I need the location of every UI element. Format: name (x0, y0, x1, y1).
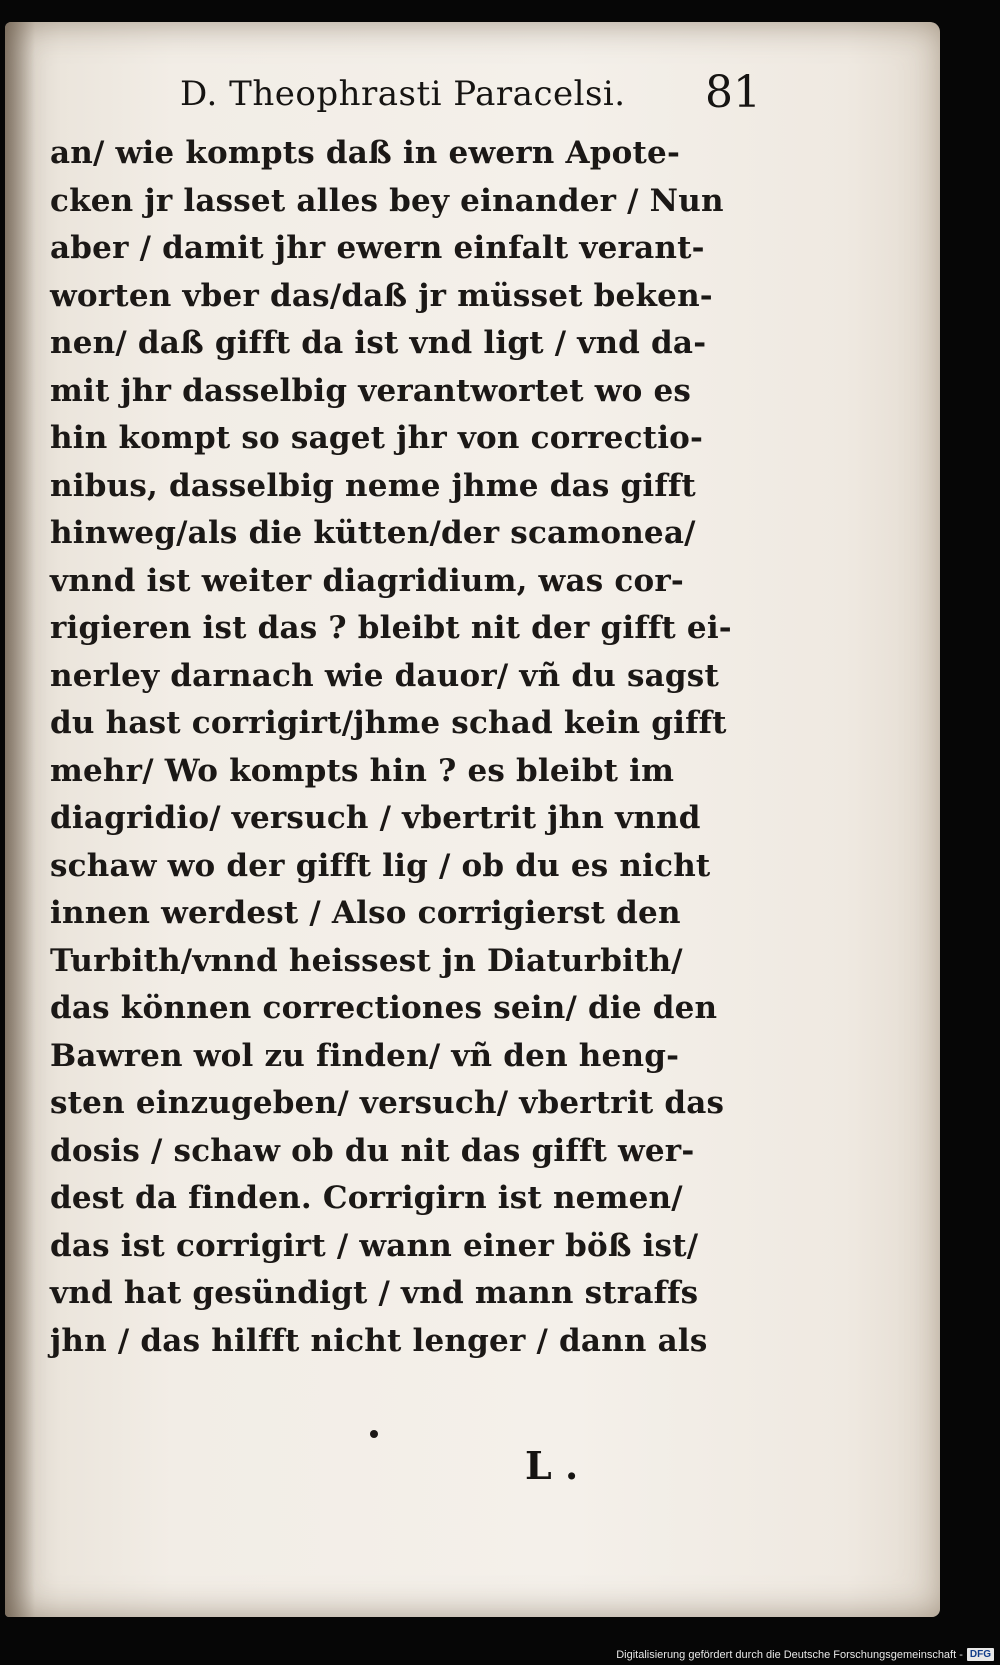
ink-dot (370, 1430, 378, 1438)
text-line: vnd hat gesündigt / vnd mann straffs (50, 1275, 699, 1311)
page-number: 81 (705, 67, 761, 118)
dfg-logo-icon: DFG (967, 1648, 994, 1661)
credit-text: Digitalisierung gefördert durch die Deutsche Forschungsgemeinschaft - (616, 1648, 963, 1661)
text-line: das können correctiones sein/ die den (50, 990, 718, 1026)
text-line: Bawren wol zu finden/ vñ den heng- (50, 1037, 680, 1074)
gutter-shadow (5, 22, 35, 1617)
text-line: worten vber das/daß jr müsset beken- (50, 277, 713, 314)
running-head: D. Theophrasti Paracelsi. (180, 74, 626, 114)
text-line: aber / damit jhr ewern einfalt verant- (50, 230, 705, 266)
text-line: hin kompt so saget jhr von correctio- (50, 420, 704, 456)
text-line: hinweg/als die kütten/der scamonea/ (50, 515, 696, 551)
text-line: diagridio/ versuch / vbertrit jhn vnnd (50, 800, 701, 836)
text-line: Turbith/vnnd heissest jn Diaturbith/ (50, 942, 683, 979)
text-line: nerley darnach wie dauor/ vñ du sagst (50, 657, 719, 694)
text-block (50, 130, 750, 1365)
text-line: jhn / das hilfft nicht lenger / dann als (50, 1322, 708, 1359)
text-line: dest da finden. Corrigirn ist nemen/ (50, 1180, 683, 1216)
text-line: mit jhr dasselbig verantwortet wo es (50, 372, 692, 409)
text-line: schaw wo der gifft lig / ob du es nicht (50, 847, 711, 884)
text-line: an/ wie kompts daß in ewern Apote- (50, 135, 681, 171)
text-line: sten einzugeben/ versuch/ vbertrit das (50, 1085, 725, 1121)
digitization-credit (616, 1648, 994, 1661)
text-line: innen werdest / Also corrigierst den (50, 895, 681, 931)
book-page (5, 22, 940, 1617)
text-line: du hast corrigirt/jhme schad kein gifft (50, 705, 727, 741)
text-line: rigieren ist das ? bleibt nit der gifft ei- (50, 610, 732, 646)
text-line: cken jr lasset alles bey einander / Nun (50, 182, 724, 219)
signature-mark: L . (525, 1443, 579, 1488)
text-line: mehr/ Wo kompts hin ? es bleibt im (50, 752, 675, 789)
text-line: das ist corrigirt / wann einer böß ist/ (50, 1227, 699, 1264)
text-line: nibus, dasselbig neme jhme das gifft (50, 467, 696, 504)
text-line: dosis / schaw ob du nit das gifft wer- (50, 1132, 695, 1169)
text-line: nen/ daß gifft da ist vnd ligt / vnd da- (50, 325, 707, 361)
text-line: vnnd ist weiter diagridium, was cor- (50, 562, 684, 599)
